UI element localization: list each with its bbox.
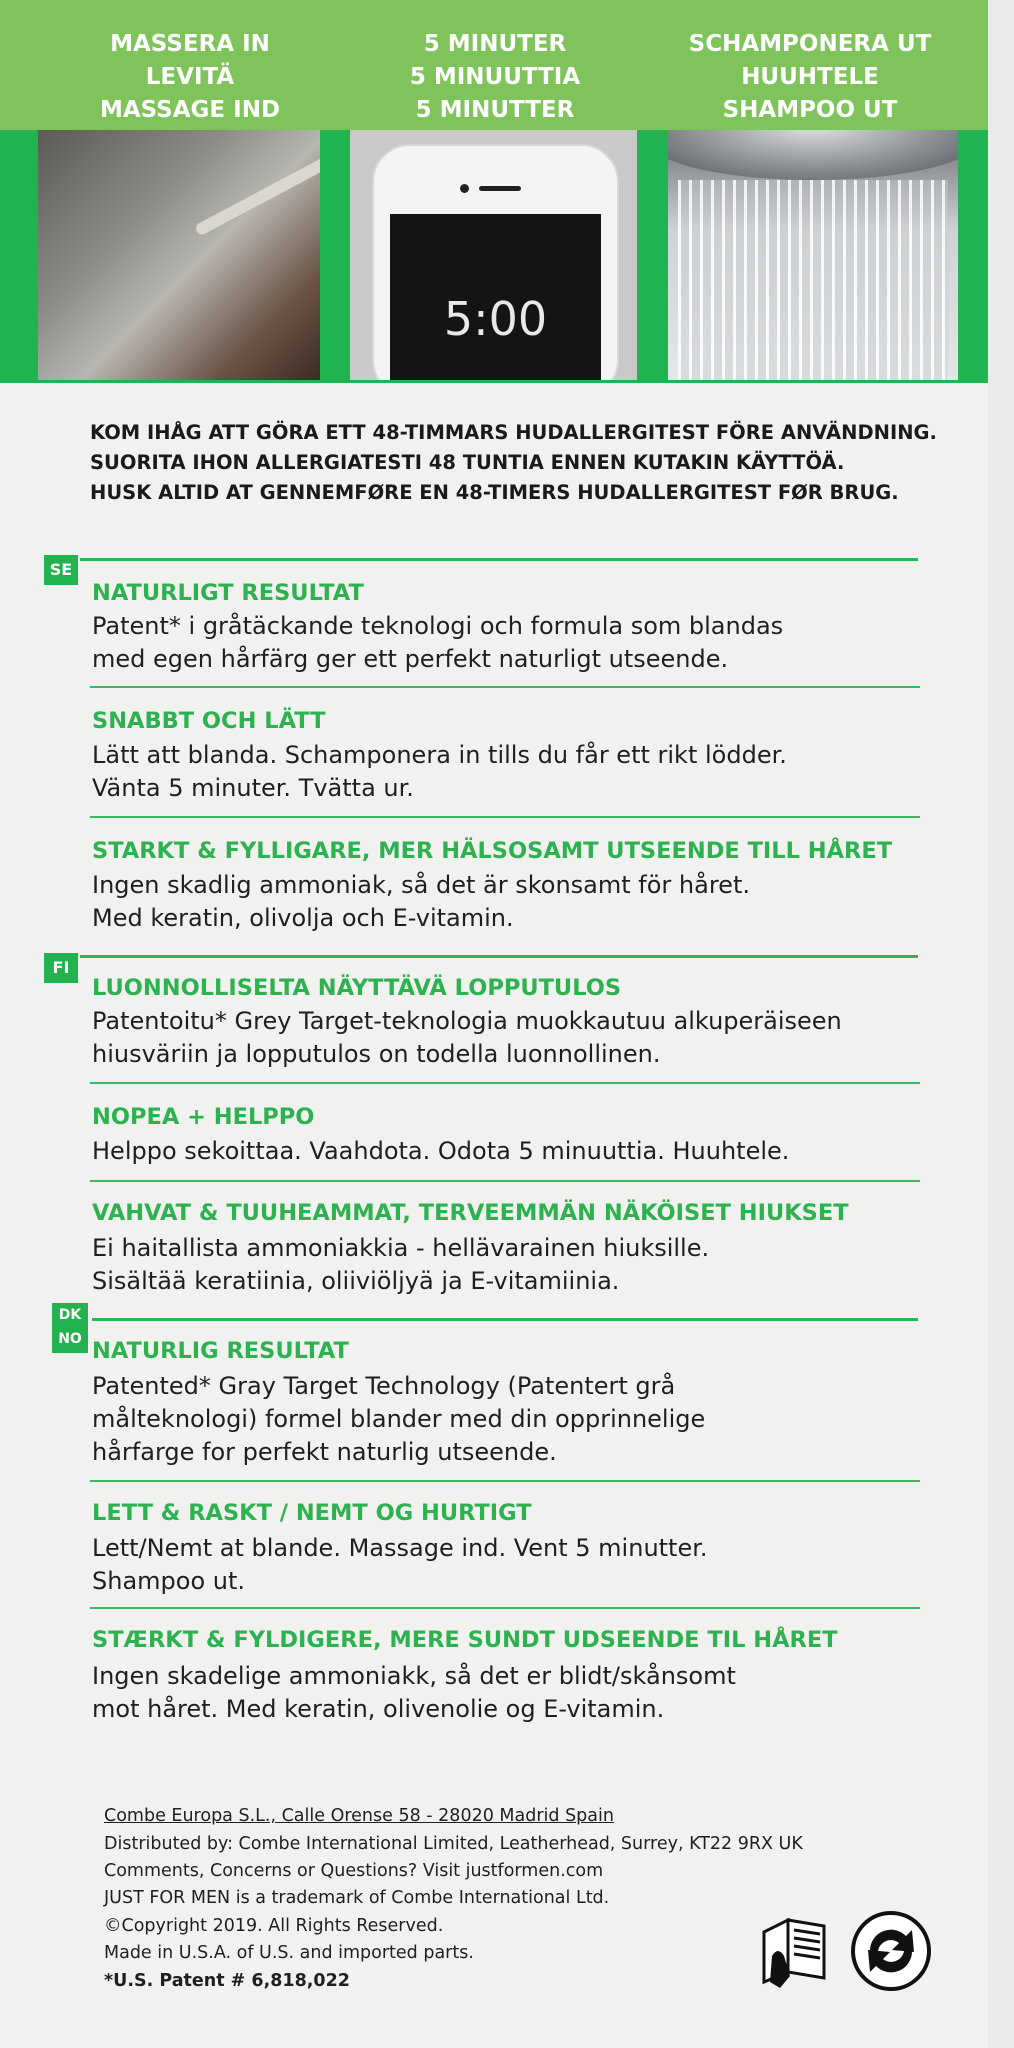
section-body (92, 1005, 932, 1071)
applicator-brush-icon (194, 155, 320, 236)
body-line: mot håret. Med keratin, olivenolie og E-vitamin. (92, 1695, 665, 1723)
body-line: hiusväriin ja lopputulos on todella luonnollinen. (92, 1040, 661, 1068)
section-heading: NATURLIG RESULTAT (92, 1338, 349, 1364)
body-line: Lätt att blanda. Schamponera in tills du får ett rikt lödder. (92, 741, 787, 769)
block-rule (90, 686, 920, 688)
warning-line-dk: HUSK ALTID AT GENNEMFØRE EN 48-TIMERS HUDALLERGITEST FØR BRUG. (90, 481, 899, 504)
body-line: med egen hårfärg ger ett perfekt naturligt utseende. (92, 645, 729, 673)
body-line: Vänta 5 minuter. Tvätta ur. (92, 774, 414, 802)
section-rule (80, 955, 918, 958)
step-2-label: 5 MINUTER 5 MINUUTTIA 5 MINUTTER (409, 31, 581, 123)
section-heading: STÆRKT & FYLDIGERE, MERE SUNDT UDSEENDE TIL HÅRET (92, 1627, 838, 1653)
section-rule (80, 558, 918, 561)
body-line: Ei haitallista ammoniakkia - hellävarainen hiuksille. (92, 1234, 710, 1262)
phone-speaker (479, 186, 521, 191)
step-3-title (660, 28, 960, 127)
warning-line-se: KOM IHÅG ATT GÖRA ETT 48-TIMMARS HUDALLERGITEST FÖRE ANVÄNDNING. (90, 421, 937, 444)
section-body (92, 1232, 932, 1298)
step-2-title (345, 28, 645, 127)
section-heading: VAHVAT & TUUHEAMMAT, TERVEEMMÄN NÄKÖISET HIUKSET (92, 1200, 849, 1226)
massage-photo (38, 130, 320, 380)
timer-display: 5:00 (443, 292, 548, 346)
step-1-title (40, 28, 340, 127)
block-rule (90, 1480, 920, 1482)
block-rule (90, 1607, 920, 1609)
body-line: Helppo sekoittaa. Vaahdota. Odota 5 minuuttia. Huuhtele. (92, 1137, 790, 1165)
body-line: Med keratin, olivolja och E-vitamin. (92, 904, 514, 932)
body-line: Patent* i gråtäckande teknologi och formula som blandas (92, 612, 784, 640)
section-body (92, 1135, 932, 1168)
patent-line: *U.S. Patent # 6,818,022 (104, 1971, 350, 1991)
green-dot-recycling-icon (850, 1910, 932, 1992)
copyright-line: ©Copyright 2019. All Rights Reserved. (104, 1916, 444, 1936)
block-rule (90, 816, 920, 818)
packaging-info-icon (758, 1912, 832, 1992)
block-rule (90, 1180, 920, 1182)
section-body (92, 610, 932, 676)
body-line: Lett/Nemt at blande. Massage ind. Vent 5 minutter. (92, 1534, 708, 1562)
section-rule (92, 1318, 918, 1321)
phone-camera (460, 184, 469, 193)
box-edge (988, 0, 1014, 2048)
section-heading: NATURLIGT RESULTAT (92, 580, 364, 606)
phone-screen (390, 214, 601, 380)
trademark-line: JUST FOR MEN is a trademark of Combe International Ltd. (104, 1888, 610, 1908)
company-address: Combe Europa S.L., Calle Orense 58 - 28020 Madrid Spain (104, 1806, 614, 1826)
body-line: Shampoo ut. (92, 1567, 246, 1595)
section-heading: NOPEA + HELPPO (92, 1104, 315, 1130)
lang-badge-fi: FI (44, 953, 78, 983)
section-body (92, 1532, 932, 1598)
body-line: Ingen skadlig ammoniak, så det är skonsamt för håret. (92, 871, 750, 899)
contact-line: Comments, Concerns or Questions? Visit justformen.com (104, 1861, 604, 1881)
section-body (92, 1370, 932, 1469)
distributor-line: Distributed by: Combe International Limited, Leatherhead, Surrey, KT22 9RX UK (104, 1834, 803, 1854)
body-line: målteknologi) formel blander med din opprinnelige (92, 1405, 706, 1433)
body-line: Sisältää keratiinia, oliiviöljyä ja E-vitamiinia. (92, 1267, 620, 1295)
step-3-label: SCHAMPONERA UT HUUHTELE SHAMPOO UT (688, 31, 932, 123)
section-body (92, 739, 932, 805)
water-spray (678, 180, 948, 380)
shower-photo (668, 130, 958, 380)
section-heading: LUONNOLLISELTA NÄYTTÄVÄ LOPPUTULOS (92, 975, 622, 1001)
timer-photo (350, 130, 637, 380)
section-heading: SNABBT OCH LÄTT (92, 708, 326, 734)
body-line: hårfarge for perfekt naturlig utseende. (92, 1438, 557, 1466)
shower-head-icon (668, 130, 958, 180)
body-line: Patentoitu* Grey Target-teknologia muokkautuu alkuperäiseen (92, 1007, 842, 1035)
origin-line: Made in U.S.A. of U.S. and imported parts. (104, 1943, 474, 1963)
section-heading: LETT & RASKT / NEMT OG HURTIGT (92, 1500, 532, 1526)
allergy-warning (90, 418, 970, 508)
lang-badge-se: SE (44, 555, 78, 585)
warning-line-fi: SUORITA IHON ALLERGIATESTI 48 TUNTIA ENNEN KUTAKIN KÄYTTÖÄ. (90, 451, 845, 474)
section-body (92, 869, 932, 935)
lang-badge-dk-no: DK NO (52, 1303, 88, 1353)
section-body (92, 1660, 932, 1726)
block-rule (90, 1082, 920, 1084)
body-line: Patented* Gray Target Technology (Patentert grå (92, 1372, 676, 1400)
section-heading: STARKT & FYLLIGARE, MER HÄLSOSAMT UTSEENDE TILL HÅRET (92, 838, 893, 864)
step-1-label: MASSERA IN LEVITÄ MASSAGE IND (99, 31, 281, 123)
body-line: Ingen skadelige ammoniakk, så det er blidt/skånsomt (92, 1662, 736, 1690)
phone-icon (372, 144, 619, 380)
